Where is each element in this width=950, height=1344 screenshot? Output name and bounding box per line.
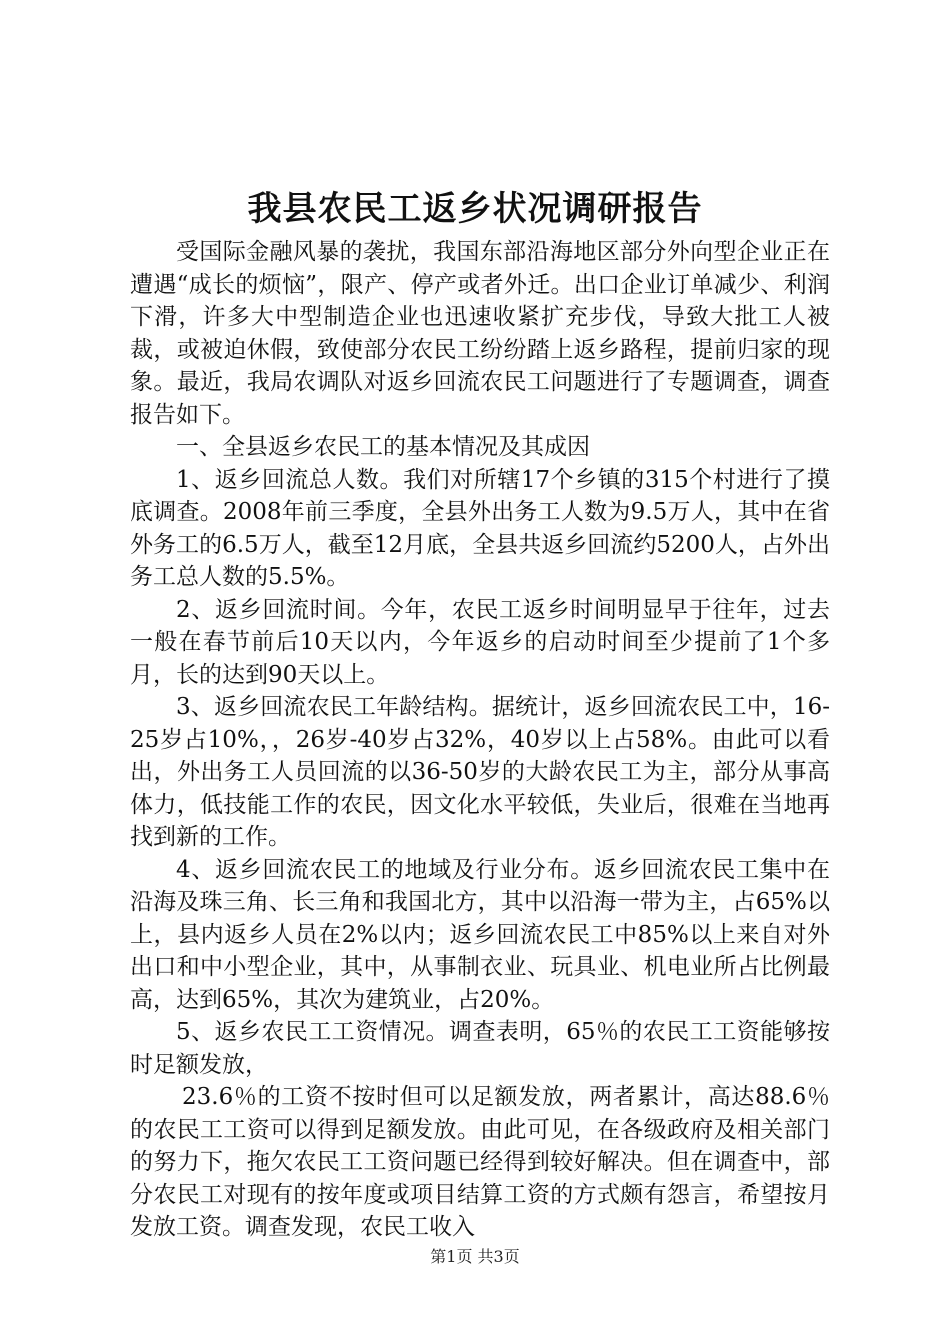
paragraph-item-5: 5、返乡农民工工资情况。调查表明，65％的农民工工资能够按时足额发放，	[130, 1019, 830, 1078]
section-heading-1: 一、全县返乡农民工的基本情况及其成因	[176, 434, 590, 460]
paragraph-item-2: 2、返乡回流时间。今年，农民工返乡时间明显早于往年，过去一般在春节前后10天以内，今年返乡的启动时间至少提前了1个多月，长的达到90天以上。	[130, 596, 830, 688]
paragraph-item-3: 3、返乡回流农民工年龄结构。据统计，返乡回流农民工中，16-25岁占10%，，26岁-40岁占32%，40岁以上占58%。由此可以看出，外出务工人员回流的以36-50岁的大龄农民工为主，部分从事高体力，低技能工作的农民，因文化水平较低，失业后，很难在当地再找到新的工作。	[130, 694, 830, 850]
paragraph-intro: 受国际金融风暴的袭扰，我国东部沿海地区部分外向型企业正在遭遇“成长的烦恼”，限产、停产或者外迁。出口企业订单减少、利润下滑，许多大中型制造企业也迅速收紧扩充步伐，导致大批工人被裁，或被迫休假，致使部分农民工纷纷踏上返乡路程，提前归家的现象。最近，我局农调队对返乡回流农民工问题进行了专题调查，调查报告如下。	[130, 239, 830, 428]
paragraph-item-5-continued: 23.6％的工资不按时但可以足额发放，两者累计，高达88.6％的农民工工资可以得到足额发放。由此可见，在各级政府及相关部门的努力下，拖欠农民工工资问题已经得到较好解决。但在调查中，部分农民工对现有的按年度或项目结算工资的方式颇有怨言，希望按月发放工资。调查发现，农民工收入	[130, 1084, 830, 1240]
document-title: 我县农民工返乡状况调研报告	[247, 189, 703, 229]
paragraph-item-4: 4、返乡回流农民工的地域及行业分布。返乡回流农民工集中在沿海及珠三角、长三角和我国北方，其中以沿海一带为主，占65%以上，县内返乡人员在2%以内；返乡回流农民工中85%以上来自对外出口和中小型企业，其中，从事制衣业、玩具业、机电业所占比例最高，达到65%，其次为建筑业，占20%。	[130, 856, 830, 1013]
page-footer: 第1页 共3页	[430, 1247, 520, 1266]
document-body	[130, 236, 830, 1244]
paragraph-item-1: 1、返乡回流总人数。我们对所辖17个乡镇的315个村进行了摸底调查。2008年前三季度，全县外出务工人数为9.5万人，其中在省外务工的6.5万人，截至12月底，全县共返乡回流约5200人，占外出务工总人数的5.5%。	[130, 466, 830, 590]
